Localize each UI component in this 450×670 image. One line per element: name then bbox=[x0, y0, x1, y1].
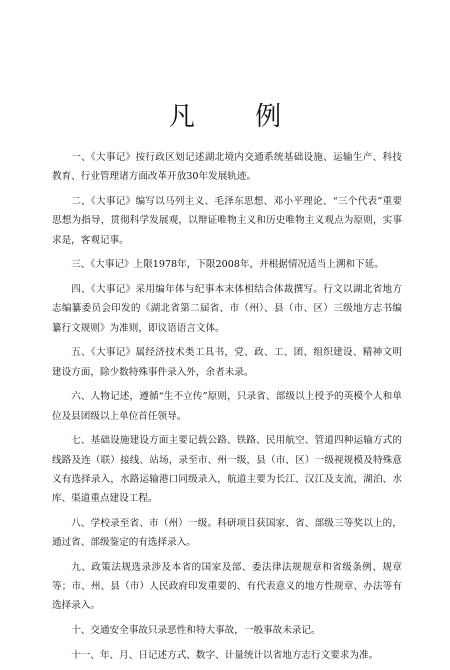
paragraph-9: 九、政策法规选录涉及本省的国家及部、委法律法规规章和省级条例、规章等；市、州、县（市）人民政府印发重要的、有代表意义的地方性规章、办法等有选择录入。 bbox=[52, 561, 402, 612]
paragraph-10: 十、交通安全事故只录恶性和特大事故，一般事故未录记。 bbox=[71, 625, 321, 637]
paragraph-11: 十一、年、月、日记述方式、数字、计量统计以省地方志行文要求为准。 bbox=[71, 649, 379, 661]
paragraph-5: 五、《大事记》属经济技术类工具书，党、政、工、团、组织建设、精神文明建设方面，除少数特殊事件录入外，余者未录。 bbox=[52, 347, 402, 378]
paragraph-8: 八、学校录至省、市（州）一级。科研项目获国家、省、部级三等奖以上的，通过省、部级鉴定的有选择录入。 bbox=[52, 517, 402, 549]
paragraph-2: 二、《大事记》编写以马列主义、毛泽东思想、邓小平理论、“三个代表”重要思想为指导，贯彻科学发展观，以辩证唯物主义和历史唯物主义观点为原则，实事求是，客观记事。 bbox=[52, 195, 402, 246]
page-title: 凡 例 bbox=[168, 102, 308, 132]
paragraph-7: 七、基础设施建设方面主要记载公路、铁路、民用航空、管道四种运输方式的线路及连（联）接线、站场，录至市、州一级，县（市、区）一级视规模及特殊意义有选择录入，水路运输港口同级录入，航道主要为长江、汉江及支流，湖泊、水库、渠道重点建设工程。 bbox=[52, 435, 402, 505]
paragraph-3: 三、《大事记》上限1978年，下限2008年，并根据情况适当上溯和下延。 bbox=[71, 259, 384, 271]
paragraph-1: 一、《大事记》按行政区划记述湖北境内交通系统基础设施、运输生产、科技教育、行业管理诸方面改革开放30年发展轨迹。 bbox=[52, 152, 402, 183]
paragraph-6: 六、人物记述，遵循“生不立传”原则，只录省、部级以上授予的英模个人和单位及县团级以上单位首任领导。 bbox=[52, 391, 402, 422]
body-text bbox=[52, 148, 402, 670]
paragraph-4: 四、《大事记》采用编年体与纪事本末体相结合体裁撰写。行文以湖北省地方志编纂委员会印发的《湖北省第二届省、市（州）、县（市、区）三级地方志书编纂行文规则》为准则，即议语语言文体。 bbox=[52, 283, 402, 334]
